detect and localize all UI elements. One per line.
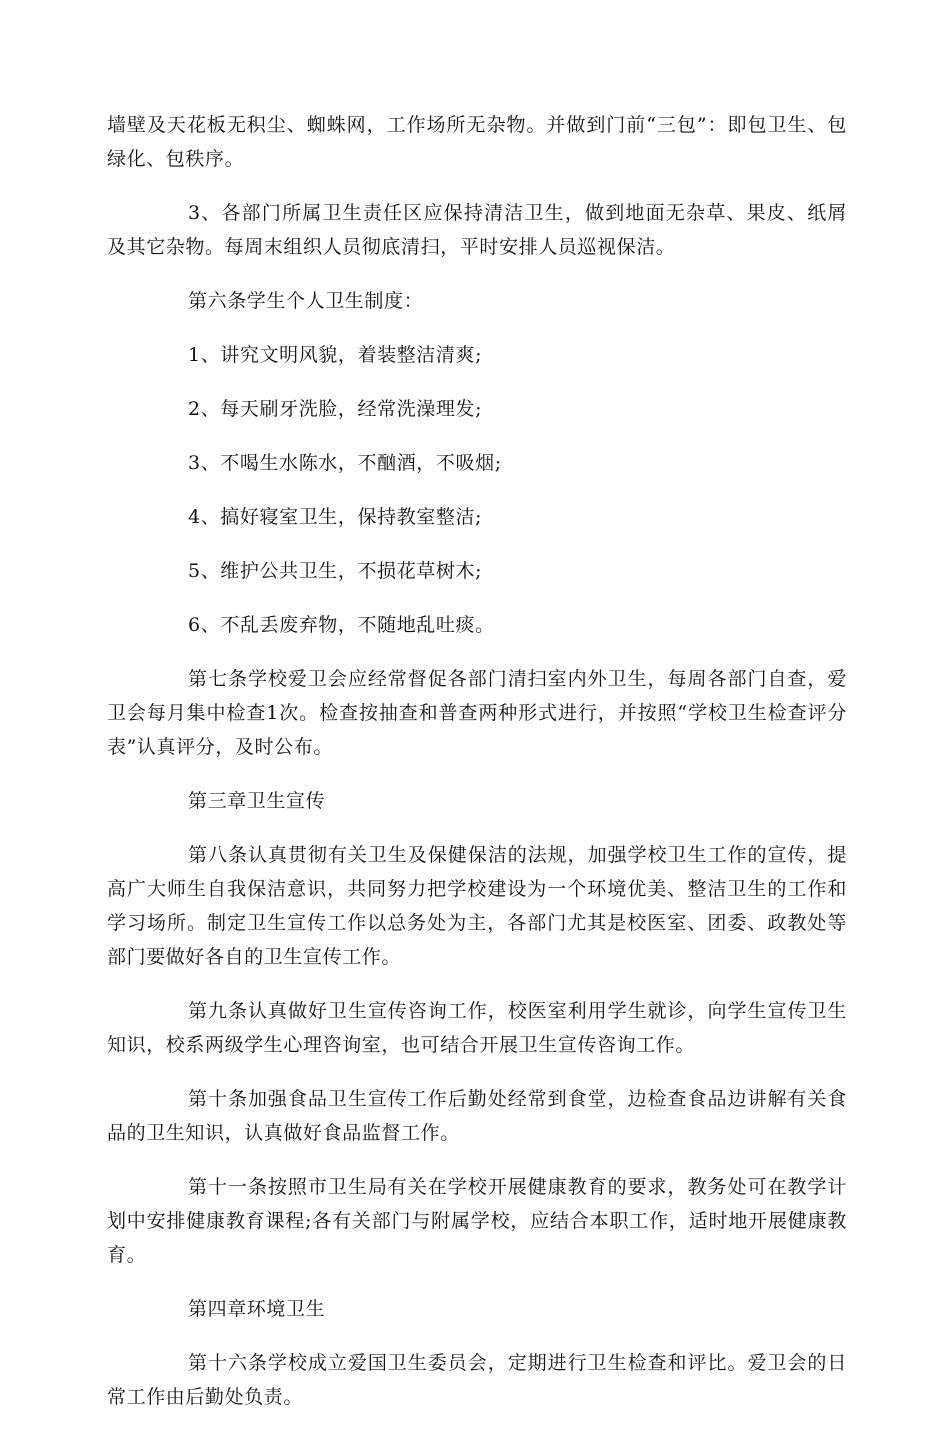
paragraph-1: 墙壁及天花板无积尘、蜘蛛网，工作场所无杂物。并做到门前“三包”：即包卫生、包绿化、包秩序。 — [107, 114, 847, 170]
list-item: 6、不乱丢废弃物，不随地乱吐痰。 — [188, 614, 495, 636]
article-7-paragraph: 第七条学校爱卫会应经常督促各部门清扫室内外卫生，每周各部门自查，爱卫会每月集中检查1次。检查按抽查和普查两种形式进行，并按照“学校卫生检查评分表”认真评分，及时公布。 — [107, 668, 847, 758]
article-6-heading: 第六条学生个人卫生制度： — [188, 290, 424, 312]
article-10-paragraph: 第十条加强食品卫生宣传工作后勤处经常到食堂，边检查食品边讲解有关食品的卫生知识，认真做好食品监督工作。 — [107, 1088, 847, 1144]
paragraph-2: 3、各部门所属卫生责任区应保持清洁卫生，做到地面无杂草、果皮、纸屑及其它杂物。每周末组织人员彻底清扫，平时安排人员巡视保洁。 — [107, 202, 847, 258]
article-16-paragraph: 第十六条学校成立爱国卫生委员会，定期进行卫生检查和评比。爱卫会的日常工作由后勤处负责。 — [107, 1352, 847, 1408]
chapter-4-heading: 第四章环境卫生 — [188, 1298, 326, 1320]
list-item: 5、维护公共卫生，不损花草树木; — [188, 560, 483, 582]
article-9-paragraph: 第九条认真做好卫生宣传咨询工作，校医室利用学生就诊，向学生宣传卫生知识，校系两级学生心理咨询室，也可结合开展卫生宣传咨询工作。 — [107, 1000, 847, 1056]
list-item: 3、不喝生水陈水，不酗酒，不吸烟; — [188, 452, 502, 474]
chapter-3-heading: 第三章卫生宣传 — [188, 790, 326, 812]
article-11-paragraph: 第十一条按照市卫生局有关在学校开展健康教育的要求，教务处可在教学计划中安排健康教育课程;各有关部门与附属学校，应结合本职工作，适时地开展健康教育。 — [107, 1176, 847, 1266]
document-body — [107, 108, 847, 1434]
article-8-paragraph: 第八条认真贯彻有关卫生及保健保洁的法规，加强学校卫生工作的宣传，提高广大师生自我保洁意识，共同努力把学校建设为一个环境优美、整洁卫生的工作和学习场所。制定卫生宣传工作以总务处为主，各部门尤其是校医室、团委、政教处等部门要做好各自的卫生宣传工作。 — [107, 844, 847, 968]
list-item: 4、搞好寝室卫生，保持教室整洁; — [188, 506, 483, 528]
list-item: 1、讲究文明风貌，着装整洁清爽; — [188, 344, 483, 366]
list-item: 2、每天刷牙洗脸，经常洗澡理发; — [188, 398, 483, 420]
